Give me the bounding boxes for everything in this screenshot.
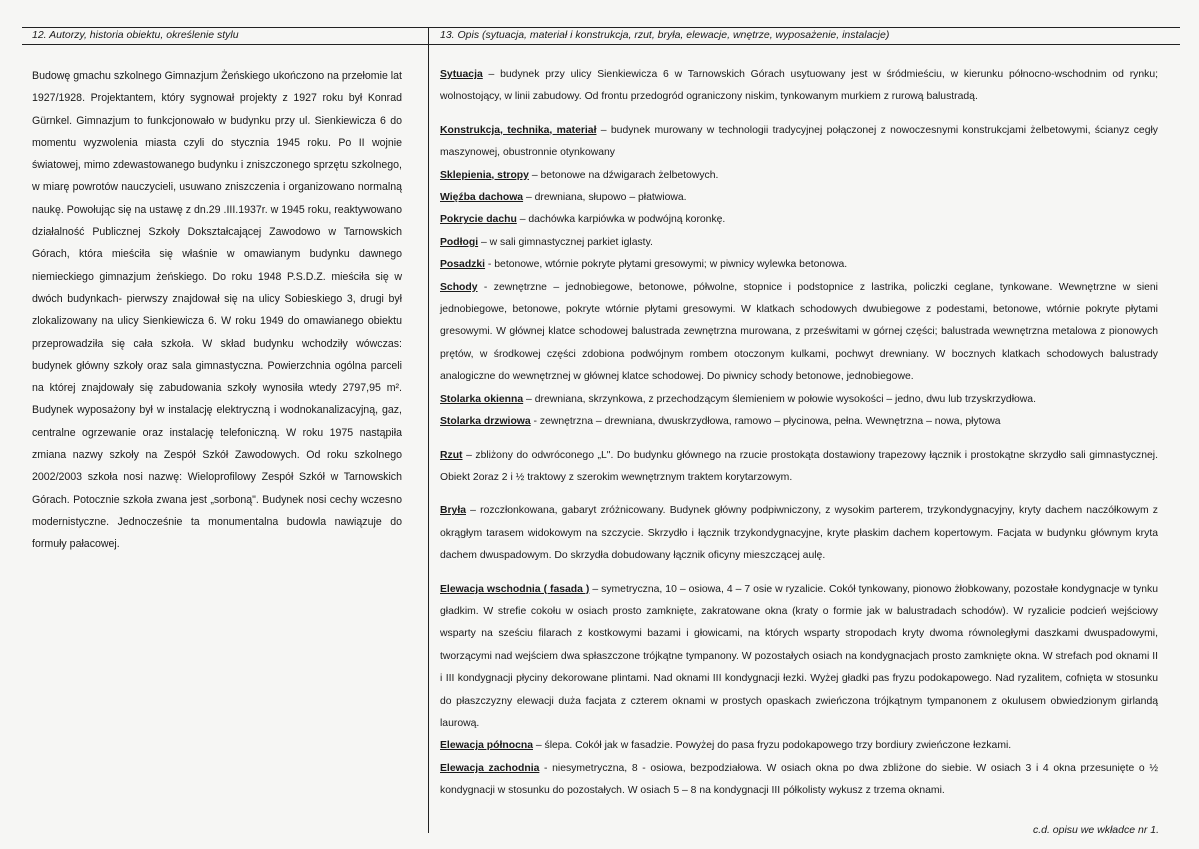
bryla-term: Bryła [440, 505, 466, 517]
column-divider [428, 27, 429, 833]
sklepienia-text: – betonowe na dźwigarach żelbetowych. [528, 169, 719, 181]
wiezba-paragraph [440, 187, 1158, 209]
schody-paragraph [440, 277, 1158, 389]
elewacja-polnocna-term: Elewacja północna [440, 740, 533, 752]
podlogi-term: Podłogi [440, 236, 479, 248]
schody-text: - zewnętrzne – jednobiegowe, betonowe, półwolne, stopnice i podstopnice z lastrika, policzki ceglane, tynkowane. Wewnętrzne w sieni jednobiegowe, betonowe, pokryte wtórnie płytami gresowymi. W klatkach schodowych dwubiegowe z podestami, betonowe, wtórnie pokryte płytami gresowymi. W głównej klatce schodowej balustrada zewnętrzna murowana, z prześwitami w górnej części; balustrada wewnętrzna metalowa z pionowych prętów, w środkowej części zdobiona podwójnym rombem otoczonym kulkami, pochwyt drewniany. W bocznych klatkach schodowych balustrady analogiczne do wewnętrznej w głównej klatce schodowej. Do piwnicy schody betonowe, jednobiegowe. [440, 281, 1158, 383]
konstrukcja-term: Konstrukcja, technika, materiał [440, 124, 597, 136]
posadzki-term: Posadzki [440, 259, 486, 271]
sytuacja-term: Sytuacja [440, 69, 483, 80]
stolarka-okienna-term: Stolarka okienna [440, 393, 524, 405]
sklepienia-term: Sklepienia, stropy [440, 169, 529, 181]
elewacja-zachodnia-paragraph [440, 758, 1158, 803]
konstrukcja-paragraph [440, 120, 1158, 165]
history-text: Budowę gmachu szkolnego Gimnazjum Żeńskiego ukończono na przełomie lat 1927/1928. Projektantem, który sygnował projekty z 1927 roku był Konrad Gürnkel. Gimnazjum to funkcjonowało w budynku przy ul. Sienkiewicza 6 do momentu wyzwolenia miasta czyli do stycznia 1945 roku. Po II wojnie światowej, mimo zdewastowanego budynku i zniszczonego sprzętu szkolnego, w miarę powrotów nauczycieli, usuwano zniszczenia i organizowano normalną naukę. Powołując się na ustawę z dn.29 .III.1937r. w 1945 roku, reaktywowano działalność Publicznej Szkoły Dokształcającej Zawodowo w Tarnowskich Górach, która mieściła się właśnie w omawianym budynku dawnego niemieckiego gimnazjum żeńskiego. Do roku 1948 P.S.D.Z. mieściła się w dwóch budynkach- pierwszy znajdował się na ulicy Sobieskiego 3, drugi był zlokalizowany na ulicy Sienkiewicza 6. W roku 1949 do omawianego obiektu przeprowadziła się cała szkoła. W skład budynku wchodziły wówczas: budynek główny szkoły oraz sala gimnastyczna. Powierzchnia ogólna parceli na której znajdowały się zabudowania szkoły wynosiła wtedy 2797,95 m². Budynek wyposażony był w instalację elektryczną i wodnokanalizacyjną, gaz, centralne ogrzewanie oraz instalację telefoniczną. W roku 1975 nastąpiła zmiana nazwy szkoły na Zespół Szkół Zawodowych. Od roku szkolnego 2002/2003 szkoła nosi nazwę: Wieloprofilowy Zespół Szkół w Tarnowskich Górach. Potocznie szkoła zwana jest „sorboną". Budynek nosi cechy wczesno modernistyczne. Jednocześnie ta monumentalna budowla nawiązuje do formuły pałacowej. [32, 70, 402, 551]
elewacja-polnocna-text: – ślepa. Cokół jak w fasadzie. Powyżej do pasa fryzu podokapowego trzy bordiury zwieńczone łezkami. [532, 740, 1012, 752]
stolarka-okienna-paragraph [440, 389, 1158, 411]
posadzki-text: - betonowe, wtórnie pokryte płytami gresowymi; w piwnicy wylewka betonowa. [485, 259, 848, 271]
elewacja-wschodnia-term: Elewacja wschodnia ( fasada ) [440, 583, 590, 595]
sytuacja-paragraph [440, 64, 1158, 109]
posadzki-paragraph [440, 254, 1158, 276]
sytuacja-text: – budynek przy ulicy Sienkiewicza 6 w Tarnowskich Górach usytuowany jest w śródmieściu, w kierunku północno-wschodnim od rynku; wolnostojący, w linii zabudowy. Od frontu przedogród ograniczony niskim, tynkowanym murkiem z rurową balustradą. [440, 69, 1158, 103]
konstrukcja-text: – budynek murowany w technologii tradycyjnej połączonej z nowoczesnymi konstrukcjami żelbetowymi, ścianyz cegły maszynowej, obustronnie otynkowany [440, 124, 1158, 159]
podlogi-paragraph [440, 232, 1158, 254]
elewacja-zachodnia-text: - niesymetryczna, 8 - osiowa, bezpodziałowa. W osiach okna po dwa zbliżone do siebie. W osiach 3 i 4 okna przesunięte o ½ kondygnacji w stosunku do pozostałych. W osiach 5 – 8 na kondygnacji III półkolisty wykusz z trzema oknami. [440, 762, 1158, 797]
wiezba-text: – drewniana, słupowo – płatwiowa. [523, 192, 687, 204]
wiezba-term: Więźba dachowa [440, 192, 524, 204]
rzut-paragraph [440, 445, 1158, 490]
sklepienia-paragraph [440, 165, 1158, 187]
bryla-paragraph [440, 500, 1158, 567]
header-underline [22, 44, 1180, 45]
stolarka-okienna-text: – drewniana, skrzynkowa, z przechodzącym ślemieniem w połowie wysokości – jedno, dwu lub trzyskrzydłowa. [523, 393, 1036, 405]
elewacja-wschodnia-paragraph [440, 579, 1158, 736]
rzut-term: Rzut [440, 449, 463, 461]
elewacja-polnocna-paragraph [440, 735, 1158, 757]
elewacja-zachodnia-term: Elewacja zachodnia [440, 762, 540, 774]
top-border [22, 27, 1180, 28]
schody-term: Schody [440, 281, 478, 293]
bryla-text: – rozczłonkowana, gabaryt zróżnicowany. Budynek główny podpiwniczony, z wysokim parterem, trzykondygnacyjny, kryty dachem naczółkowym z okrągłym tarasem widokowym na szczycie. Skrzydło i łącznik trzykondygnacyjne, kryte płaskim dachem kopertowym. Facjata w budynku głównym kryta dachem dwuspadowym. Do skrzydła dobudowany łącznik oficyny mieszczącej aulę. [440, 505, 1158, 562]
stolarka-drzwiowa-text: - zewnętrzna – drewniana, dwuskrzydłowa, ramowo – płycinowa, pełna. Wewnętrzna – nowa, płytowa [530, 416, 1001, 428]
form-sheet [22, 27, 1180, 833]
pokrycie-paragraph [440, 209, 1158, 231]
stolarka-drzwiowa-paragraph [440, 411, 1158, 433]
continuation-note: c.d. opisu we wkładce nr 1. [1032, 824, 1159, 836]
pokrycie-term: Pokrycie dachu [440, 214, 517, 226]
stolarka-drzwiowa-term: Stolarka drzwiowa [440, 416, 531, 428]
podlogi-text: – w sali gimnastycznej parkiet iglasty. [478, 236, 653, 248]
elewacja-wschodnia-text: – symetryczna, 10 – osiowa, 4 – 7 osie w ryzalicie. Cokół tynkowany, pionowo żłobkowany, pozostałe kondygnacje w tynku gładkim. W strefie cokołu w osiach prosto zamknięte, zakratowane okna (kraty o formie jak w balustradach schodów). W ryzalicie podcień wejściowy wsparty na sześciu filarach z kostkowymi bazami i głowicami, na których wsparty stropodach kryty dwoma równoległymi daszkami dwuspadowymi, tworzącymi nad wejściem dwa spłaszczone trójkątne tympanony. W pozostałych osiach na kondygnacjach prosto zamknięte okna. W strefach pod oknami II i III kondygnacji płyciny dekorowane plintami. Nad oknami III kondygnacji łezki. Wyżej gładki pas fryzu podokapowego. Nad ryzalitem, cofnięta w stosunku do płaszczyzny elewacji duża facjata z czterem oknami w prostych opaskach zwieńczona trójkątnym tympanonem z okulusem obwiedzionym girlandą laurową. [440, 583, 1158, 729]
rzut-text: – zbliżony do odwróconego „L". Do budynku głównego na rzucie prostokąta dostawiony trapezowy łącznik i prostokątne skrzydło sali gimnastycznej. Obiekt 2oraz 2 i ½ traktowy z szerokim wewnętrznym traktem korytarzowym. [440, 449, 1158, 483]
section-12-heading: 12. Autorzy, historia obiektu, określenie stylu [32, 29, 239, 41]
description-column [440, 64, 1158, 803]
pokrycie-text: – dachówka karpiówka w podwójną koronkę. [516, 214, 726, 226]
section-13-heading: 13. Opis (sytuacja, materiał i konstrukcja, rzut, bryła, elewacje, wnętrze, wyposażenie, instalacje) [440, 29, 890, 41]
